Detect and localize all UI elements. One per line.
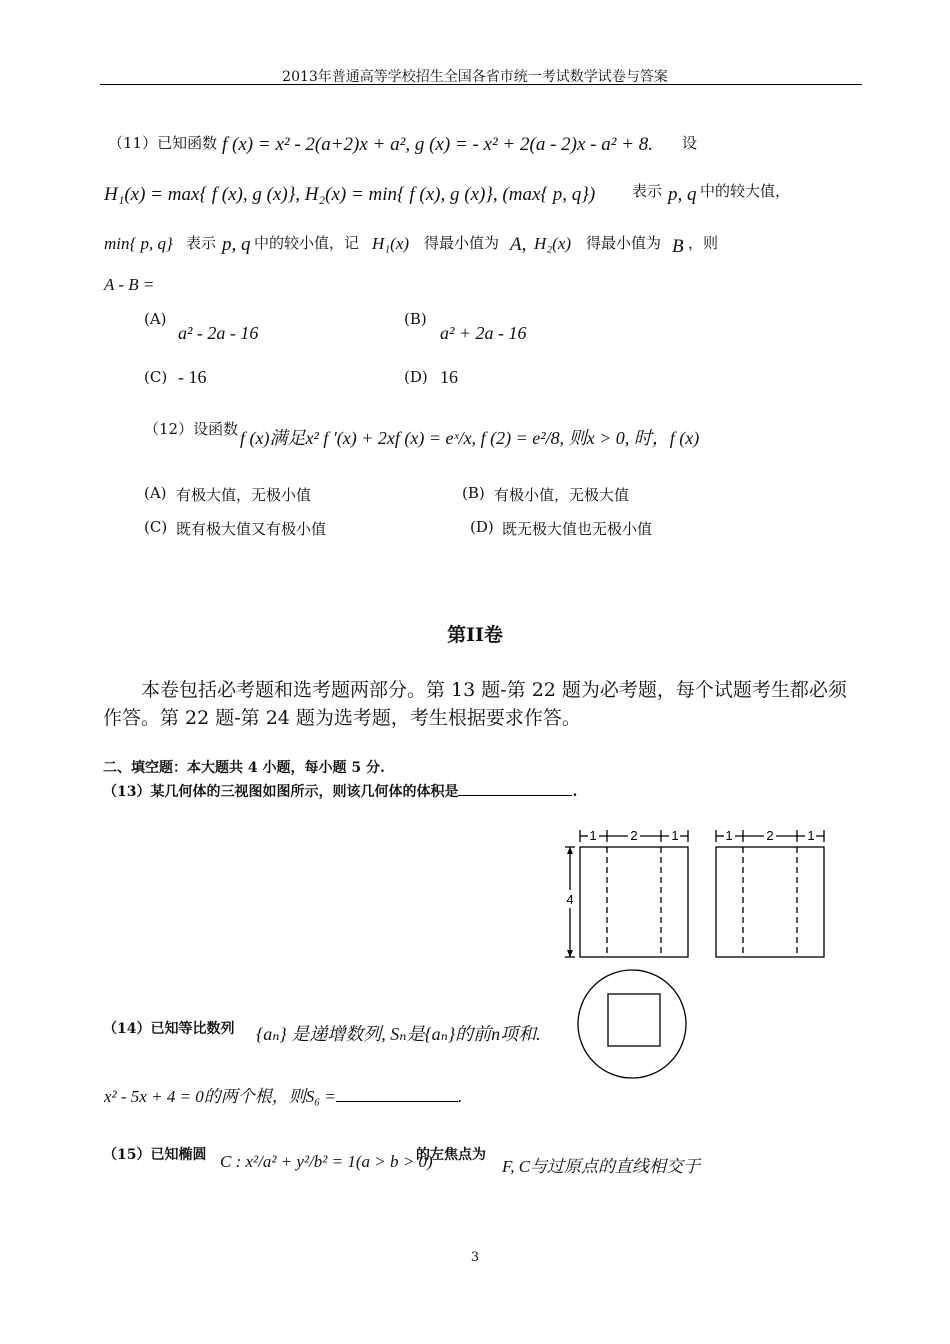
height-label: 4 xyxy=(566,892,574,907)
q12-option-a-label: (A) xyxy=(144,484,167,502)
q11-line4: A - B = xyxy=(104,275,155,294)
q13-text xyxy=(103,781,577,801)
q15-tail: F, C与过原点的直线相交于 xyxy=(502,1157,701,1176)
q11-line3-ze: ，则 xyxy=(688,234,719,252)
q11-line2-text: 表示 xyxy=(632,182,663,200)
q11-she: 设 xyxy=(682,134,698,152)
q11-line3-min: min{ p, q} xyxy=(104,234,173,253)
section-intro: 本卷包括必考题和选考题两部分。第 13 题-第 22 题为必考题，每个试题考生都必须作答。第 22 题-第 24 题为选考题，考生根据要求作答。 xyxy=(103,679,847,729)
side-view-rect xyxy=(716,847,824,957)
dim-label-1a: 1 xyxy=(589,828,597,843)
page-header: 2013年普通高等学校招生全国各省市统一考试数学试卷与答案 xyxy=(282,69,668,85)
q11-line3-b: B xyxy=(672,236,684,257)
q11-option-c-label: (C) xyxy=(144,368,168,386)
q11-option-d-value: 16 xyxy=(440,367,458,387)
dim-label-1b: 1 xyxy=(671,828,679,843)
top-view-circle xyxy=(578,970,686,1078)
q14-answer-blank xyxy=(336,1091,458,1102)
q14-line2 xyxy=(104,1082,462,1107)
section-title: 第II卷 xyxy=(447,624,503,646)
q14-math1: {aₙ} 是递增数列, Sₙ是{aₙ}的前n项和. xyxy=(256,1024,541,1044)
front-view-rect xyxy=(580,847,688,957)
q12-option-c-value: 既有极大值又有极小值 xyxy=(176,520,327,538)
q11-label: （11）已知函数 xyxy=(108,134,218,152)
dim-label-2a: 2 xyxy=(630,828,638,843)
q14-line2-text: x² - 5x + 4 = 0的两个根，则S₆ = xyxy=(104,1087,336,1106)
q15-math: C : x²/a² + y²/b² = 1(a > b > 0) xyxy=(220,1152,433,1171)
q14-label: （14）已知等比数列 xyxy=(103,1021,235,1037)
q12-option-c-label: (C) xyxy=(144,518,168,536)
q12-option-d-label: (D) xyxy=(470,518,494,536)
q11-line3-h2: H₂(x) xyxy=(534,234,572,253)
q11-option-a-value: a² - 2a - 16 xyxy=(178,323,259,343)
q11-option-b-value: a² + 2a - 16 xyxy=(440,323,527,343)
q11-formula: f (x) = x² - 2(a+2)x + a², g (x) = - x² + 2(a - 2)x - a² + 8. xyxy=(222,134,654,155)
q13-answer-blank xyxy=(458,783,572,796)
q13-end: . xyxy=(572,784,578,800)
q12-option-d-value: 既无极大值也无极小值 xyxy=(502,520,653,538)
q12-formula: f (x)满足x² f ′(x) + 2xf (x) = eˣ/x, f (2) = e²/8, 则x > 0, 时，f (x) xyxy=(240,428,700,448)
q11-line3-pq: p, q xyxy=(222,234,251,255)
q11-line2-pq: p, q xyxy=(668,184,697,205)
page-number: 3 xyxy=(470,1250,480,1265)
q11-line2-tail: 中的较大值， xyxy=(700,182,791,200)
q13-question: （13）某几何体的三视图如图所示，则该几何体的体积是 xyxy=(103,784,459,800)
q14-end: . xyxy=(457,1087,463,1106)
q11-line3-h1: H₁(x) xyxy=(372,234,410,253)
q11-option-b-label: (B) xyxy=(404,310,427,328)
top-view-square xyxy=(608,994,660,1046)
q12-option-b-label: (B) xyxy=(462,484,485,502)
q11-option-d-label: (D) xyxy=(404,368,428,386)
q11-line3-text4: 得最小值为 xyxy=(586,234,662,252)
q11-line2-math: H₁(x) = max{ f (x), g (x)}, H₂(x) = min{ f (x), g (x)}, (max{ p, q}) xyxy=(104,184,596,205)
q11-line3-text2: 中的较小值，记 xyxy=(254,234,360,252)
q12-option-a-value: 有极大值，无极小值 xyxy=(176,486,312,504)
q11-line3-text3: 得最小值为 xyxy=(424,234,500,252)
q11-line3-a: A, xyxy=(510,234,527,255)
dim-label-2b: 2 xyxy=(766,828,774,843)
part2-heading: 二、填空题：本大题共 4 小题，每小题 5 分. xyxy=(103,760,385,776)
q11-option-a-label: (A) xyxy=(144,310,167,328)
q11-option-c-value: - 16 xyxy=(178,367,207,387)
q15-text1: 的左焦点为 xyxy=(416,1147,486,1163)
dim-label-1d: 1 xyxy=(807,828,815,843)
q11-line3-text1: 表示 xyxy=(186,234,217,252)
three-view-figure xyxy=(555,822,845,1122)
q12-option-b-value: 有极小值，无极大值 xyxy=(494,486,630,504)
q12-label: （12）设函数 xyxy=(144,420,239,438)
q15-label: （15）已知椭圆 xyxy=(103,1147,207,1163)
dim-label-1c: 1 xyxy=(725,828,733,843)
header-rule xyxy=(100,84,862,85)
